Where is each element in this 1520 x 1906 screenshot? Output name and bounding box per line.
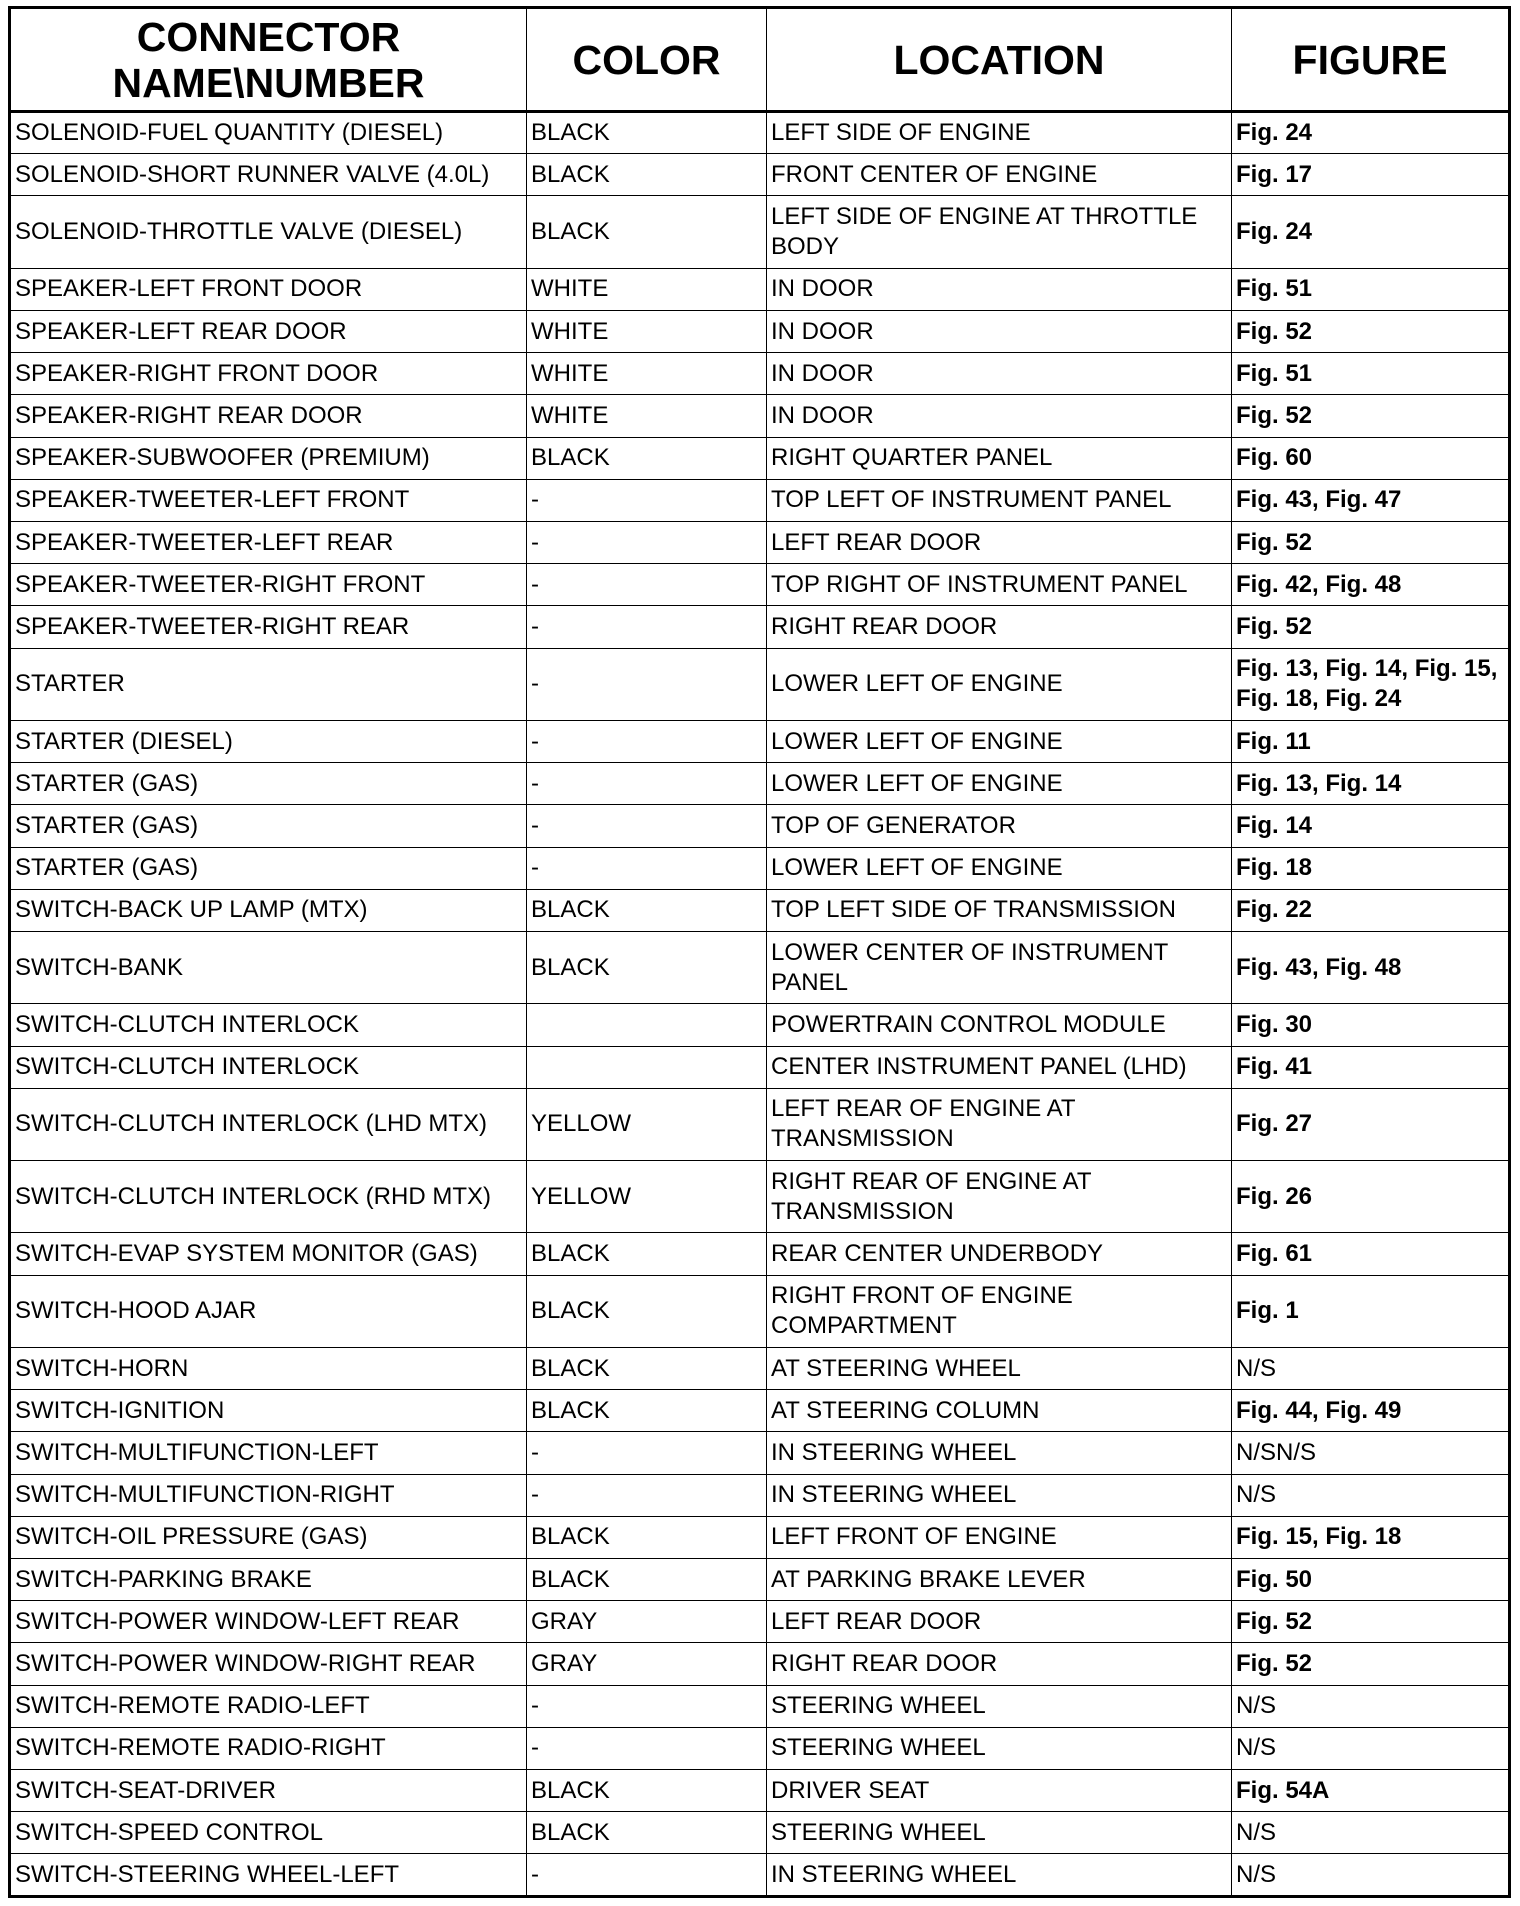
header-connector-line1: CONNECTOR	[136, 13, 401, 60]
cell-location: LOWER LEFT OF ENGINE	[767, 763, 1232, 805]
table-row	[10, 268, 1510, 310]
cell-figure: N/S	[1232, 1474, 1510, 1516]
table-row	[10, 1559, 1510, 1601]
cell-figure: Fig. 22	[1232, 889, 1510, 931]
cell-figure: N/S	[1232, 1685, 1510, 1727]
cell-location: STEERING WHEEL	[767, 1812, 1232, 1854]
cell-connector-name: STARTER (GAS)	[10, 847, 527, 889]
cell-connector-name: SWITCH-CLUTCH INTERLOCK (RHD MTX)	[10, 1161, 527, 1233]
cell-location: AT STEERING COLUMN	[767, 1390, 1232, 1432]
cell-color: -	[527, 805, 767, 847]
cell-connector-name: SOLENOID-SHORT RUNNER VALVE (4.0L)	[10, 154, 527, 196]
cell-location: IN STEERING WHEEL	[767, 1474, 1232, 1516]
table-row	[10, 847, 1510, 889]
table-row	[10, 196, 1510, 268]
cell-connector-name: SWITCH-OIL PRESSURE (GAS)	[10, 1516, 527, 1558]
table-row	[10, 521, 1510, 563]
cell-figure: N/S	[1232, 1727, 1510, 1769]
cell-figure: Fig. 24	[1232, 112, 1510, 154]
table-row	[10, 1088, 1510, 1160]
table-row	[10, 1727, 1510, 1769]
cell-figure: N/S	[1232, 1348, 1510, 1390]
table-row	[10, 1432, 1510, 1474]
cell-color: -	[527, 479, 767, 521]
table-row	[10, 1348, 1510, 1390]
cell-color: BLACK	[527, 1559, 767, 1601]
cell-color: BLACK	[527, 889, 767, 931]
cell-location: IN STEERING WHEEL	[767, 1854, 1232, 1897]
cell-location: AT STEERING WHEEL	[767, 1348, 1232, 1390]
cell-color	[527, 1004, 767, 1046]
table-row	[10, 1390, 1510, 1432]
table-row	[10, 1004, 1510, 1046]
cell-color: BLACK	[527, 437, 767, 479]
cell-connector-name: SPEAKER-RIGHT FRONT DOOR	[10, 353, 527, 395]
cell-location: LEFT REAR DOOR	[767, 1601, 1232, 1643]
cell-color: -	[527, 1727, 767, 1769]
cell-location: POWERTRAIN CONTROL MODULE	[767, 1004, 1232, 1046]
table-row	[10, 763, 1510, 805]
cell-connector-name: SWITCH-CLUTCH INTERLOCK	[10, 1004, 527, 1046]
cell-connector-name: STARTER (DIESEL)	[10, 720, 527, 762]
cell-connector-name: SPEAKER-RIGHT REAR DOOR	[10, 395, 527, 437]
cell-location: CENTER INSTRUMENT PANEL (LHD)	[767, 1046, 1232, 1088]
table-row	[10, 1233, 1510, 1275]
cell-color: WHITE	[527, 310, 767, 352]
cell-color: BLACK	[527, 112, 767, 154]
cell-figure: Fig. 14	[1232, 805, 1510, 847]
cell-connector-name: SPEAKER-SUBWOOFER (PREMIUM)	[10, 437, 527, 479]
cell-color: BLACK	[527, 931, 767, 1003]
cell-color: GRAY	[527, 1601, 767, 1643]
cell-location: LOWER LEFT OF ENGINE	[767, 648, 1232, 720]
cell-connector-name: SWITCH-MULTIFUNCTION-RIGHT	[10, 1474, 527, 1516]
cell-figure: N/S	[1232, 1854, 1510, 1897]
cell-figure: Fig. 52	[1232, 521, 1510, 563]
table-row	[10, 1275, 1510, 1347]
cell-color: BLACK	[527, 1348, 767, 1390]
cell-location: LEFT SIDE OF ENGINE	[767, 112, 1232, 154]
cell-figure: Fig. 24	[1232, 196, 1510, 268]
cell-location: RIGHT QUARTER PANEL	[767, 437, 1232, 479]
cell-figure: Fig. 54A	[1232, 1770, 1510, 1812]
table-row	[10, 437, 1510, 479]
cell-color: BLACK	[527, 1233, 767, 1275]
cell-connector-name: SPEAKER-LEFT REAR DOOR	[10, 310, 527, 352]
cell-location: IN DOOR	[767, 395, 1232, 437]
cell-location: AT PARKING BRAKE LEVER	[767, 1559, 1232, 1601]
cell-figure: Fig. 44, Fig. 49	[1232, 1390, 1510, 1432]
cell-color: -	[527, 763, 767, 805]
cell-figure: N/SN/S	[1232, 1432, 1510, 1474]
cell-location: LEFT FRONT OF ENGINE	[767, 1516, 1232, 1558]
cell-connector-name: SWITCH-HOOD AJAR	[10, 1275, 527, 1347]
cell-connector-name: SWITCH-BACK UP LAMP (MTX)	[10, 889, 527, 931]
cell-color: BLACK	[527, 154, 767, 196]
cell-color: WHITE	[527, 395, 767, 437]
cell-location: STEERING WHEEL	[767, 1685, 1232, 1727]
cell-figure: Fig. 17	[1232, 154, 1510, 196]
table-row	[10, 479, 1510, 521]
cell-location: REAR CENTER UNDERBODY	[767, 1233, 1232, 1275]
cell-location: LOWER LEFT OF ENGINE	[767, 720, 1232, 762]
cell-connector-name: SPEAKER-LEFT FRONT DOOR	[10, 268, 527, 310]
header-row	[10, 8, 1510, 112]
cell-location: IN STEERING WHEEL	[767, 1432, 1232, 1474]
cell-location: TOP LEFT SIDE OF TRANSMISSION	[767, 889, 1232, 931]
table-row	[10, 1643, 1510, 1685]
cell-connector-name: SPEAKER-TWEETER-RIGHT FRONT	[10, 564, 527, 606]
cell-figure: Fig. 11	[1232, 720, 1510, 762]
cell-location: DRIVER SEAT	[767, 1770, 1232, 1812]
table-row	[10, 564, 1510, 606]
cell-color: -	[527, 720, 767, 762]
cell-figure: Fig. 52	[1232, 395, 1510, 437]
cell-color: BLACK	[527, 196, 767, 268]
cell-location: TOP RIGHT OF INSTRUMENT PANEL	[767, 564, 1232, 606]
cell-figure: Fig. 26	[1232, 1161, 1510, 1233]
table-row	[10, 353, 1510, 395]
cell-color: YELLOW	[527, 1088, 767, 1160]
cell-connector-name: STARTER	[10, 648, 527, 720]
table-row	[10, 1770, 1510, 1812]
cell-figure: Fig. 43, Fig. 47	[1232, 479, 1510, 521]
cell-connector-name: SWITCH-PARKING BRAKE	[10, 1559, 527, 1601]
cell-connector-name: SWITCH-CLUTCH INTERLOCK (LHD MTX)	[10, 1088, 527, 1160]
cell-connector-name: SWITCH-POWER WINDOW-LEFT REAR	[10, 1601, 527, 1643]
header-connector-line2: NAME\NUMBER	[112, 59, 425, 106]
cell-location: FRONT CENTER OF ENGINE	[767, 154, 1232, 196]
cell-location: LEFT REAR OF ENGINE AT TRANSMISSION	[767, 1088, 1232, 1160]
cell-connector-name: SWITCH-EVAP SYSTEM MONITOR (GAS)	[10, 1233, 527, 1275]
cell-location: STEERING WHEEL	[767, 1727, 1232, 1769]
cell-figure: Fig. 52	[1232, 1643, 1510, 1685]
table-row	[10, 395, 1510, 437]
cell-figure: Fig. 1	[1232, 1275, 1510, 1347]
cell-figure: Fig. 13, Fig. 14, Fig. 15, Fig. 18, Fig. 24	[1232, 648, 1510, 720]
cell-figure: Fig. 52	[1232, 310, 1510, 352]
cell-location: RIGHT FRONT OF ENGINE COMPARTMENT	[767, 1275, 1232, 1347]
cell-color: WHITE	[527, 268, 767, 310]
table-row	[10, 889, 1510, 931]
table-row	[10, 1516, 1510, 1558]
table-row	[10, 606, 1510, 648]
cell-connector-name: SWITCH-SPEED CONTROL	[10, 1812, 527, 1854]
cell-color: BLACK	[527, 1516, 767, 1558]
cell-connector-name: SOLENOID-THROTTLE VALVE (DIESEL)	[10, 196, 527, 268]
cell-color	[527, 1046, 767, 1088]
cell-figure: Fig. 41	[1232, 1046, 1510, 1088]
table-row	[10, 720, 1510, 762]
cell-figure: Fig. 30	[1232, 1004, 1510, 1046]
table-row	[10, 1474, 1510, 1516]
cell-figure: Fig. 60	[1232, 437, 1510, 479]
cell-color: GRAY	[527, 1643, 767, 1685]
cell-color: BLACK	[527, 1275, 767, 1347]
cell-figure: Fig. 51	[1232, 268, 1510, 310]
cell-location: RIGHT REAR DOOR	[767, 1643, 1232, 1685]
cell-connector-name: STARTER (GAS)	[10, 763, 527, 805]
cell-color: -	[527, 606, 767, 648]
cell-connector-name: SOLENOID-FUEL QUANTITY (DIESEL)	[10, 112, 527, 154]
cell-location: RIGHT REAR OF ENGINE AT TRANSMISSION	[767, 1161, 1232, 1233]
cell-color: -	[527, 1854, 767, 1897]
cell-connector-name: SWITCH-REMOTE RADIO-RIGHT	[10, 1727, 527, 1769]
cell-figure: Fig. 18	[1232, 847, 1510, 889]
cell-figure: Fig. 52	[1232, 1601, 1510, 1643]
table-row	[10, 648, 1510, 720]
cell-connector-name: SWITCH-BANK	[10, 931, 527, 1003]
table-row	[10, 112, 1510, 154]
header-figure: FIGURE	[1232, 8, 1510, 112]
connector-table	[8, 6, 1511, 1898]
cell-figure: Fig. 52	[1232, 606, 1510, 648]
cell-figure: N/S	[1232, 1812, 1510, 1854]
cell-connector-name: SWITCH-IGNITION	[10, 1390, 527, 1432]
cell-color: BLACK	[527, 1390, 767, 1432]
table-row	[10, 805, 1510, 847]
cell-location: LOWER CENTER OF INSTRUMENT PANEL	[767, 931, 1232, 1003]
cell-connector-name: SPEAKER-TWEETER-LEFT REAR	[10, 521, 527, 563]
cell-connector-name: SWITCH-MULTIFUNCTION-LEFT	[10, 1432, 527, 1474]
header-location: LOCATION	[767, 8, 1232, 112]
table-row	[10, 1685, 1510, 1727]
cell-color: -	[527, 564, 767, 606]
cell-figure: Fig. 43, Fig. 48	[1232, 931, 1510, 1003]
cell-figure: Fig. 15, Fig. 18	[1232, 1516, 1510, 1558]
table-row	[10, 310, 1510, 352]
cell-figure: Fig. 61	[1232, 1233, 1510, 1275]
table-row	[10, 1161, 1510, 1233]
cell-figure: Fig. 42, Fig. 48	[1232, 564, 1510, 606]
cell-figure: Fig. 51	[1232, 353, 1510, 395]
cell-color: -	[527, 1432, 767, 1474]
cell-connector-name: SWITCH-REMOTE RADIO-LEFT	[10, 1685, 527, 1727]
cell-location: LOWER LEFT OF ENGINE	[767, 847, 1232, 889]
cell-color: -	[527, 1474, 767, 1516]
cell-location: LEFT REAR DOOR	[767, 521, 1232, 563]
table-row	[10, 154, 1510, 196]
cell-color: -	[527, 521, 767, 563]
table-row	[10, 1046, 1510, 1088]
cell-location: RIGHT REAR DOOR	[767, 606, 1232, 648]
cell-connector-name: SWITCH-CLUTCH INTERLOCK	[10, 1046, 527, 1088]
cell-color: -	[527, 648, 767, 720]
cell-color: WHITE	[527, 353, 767, 395]
cell-color: -	[527, 1685, 767, 1727]
cell-figure: Fig. 50	[1232, 1559, 1510, 1601]
cell-connector-name: SPEAKER-TWEETER-LEFT FRONT	[10, 479, 527, 521]
table-row	[10, 1812, 1510, 1854]
table-row	[10, 931, 1510, 1003]
cell-location: IN DOOR	[767, 268, 1232, 310]
table-row	[10, 1854, 1510, 1897]
cell-connector-name: SPEAKER-TWEETER-RIGHT REAR	[10, 606, 527, 648]
cell-location: TOP LEFT OF INSTRUMENT PANEL	[767, 479, 1232, 521]
cell-location: IN DOOR	[767, 310, 1232, 352]
cell-location: LEFT SIDE OF ENGINE AT THROTTLE BODY	[767, 196, 1232, 268]
header-connector	[10, 8, 527, 112]
cell-connector-name: SWITCH-STEERING WHEEL-LEFT	[10, 1854, 527, 1897]
cell-location: TOP OF GENERATOR	[767, 805, 1232, 847]
header-color: COLOR	[527, 8, 767, 112]
cell-connector-name: SWITCH-POWER WINDOW-RIGHT REAR	[10, 1643, 527, 1685]
cell-color: YELLOW	[527, 1161, 767, 1233]
cell-figure: Fig. 13, Fig. 14	[1232, 763, 1510, 805]
cell-color: BLACK	[527, 1770, 767, 1812]
cell-figure: Fig. 27	[1232, 1088, 1510, 1160]
cell-color: BLACK	[527, 1812, 767, 1854]
cell-connector-name: SWITCH-HORN	[10, 1348, 527, 1390]
cell-location: IN DOOR	[767, 353, 1232, 395]
cell-color: -	[527, 847, 767, 889]
cell-connector-name: STARTER (GAS)	[10, 805, 527, 847]
table-row	[10, 1601, 1510, 1643]
cell-connector-name: SWITCH-SEAT-DRIVER	[10, 1770, 527, 1812]
